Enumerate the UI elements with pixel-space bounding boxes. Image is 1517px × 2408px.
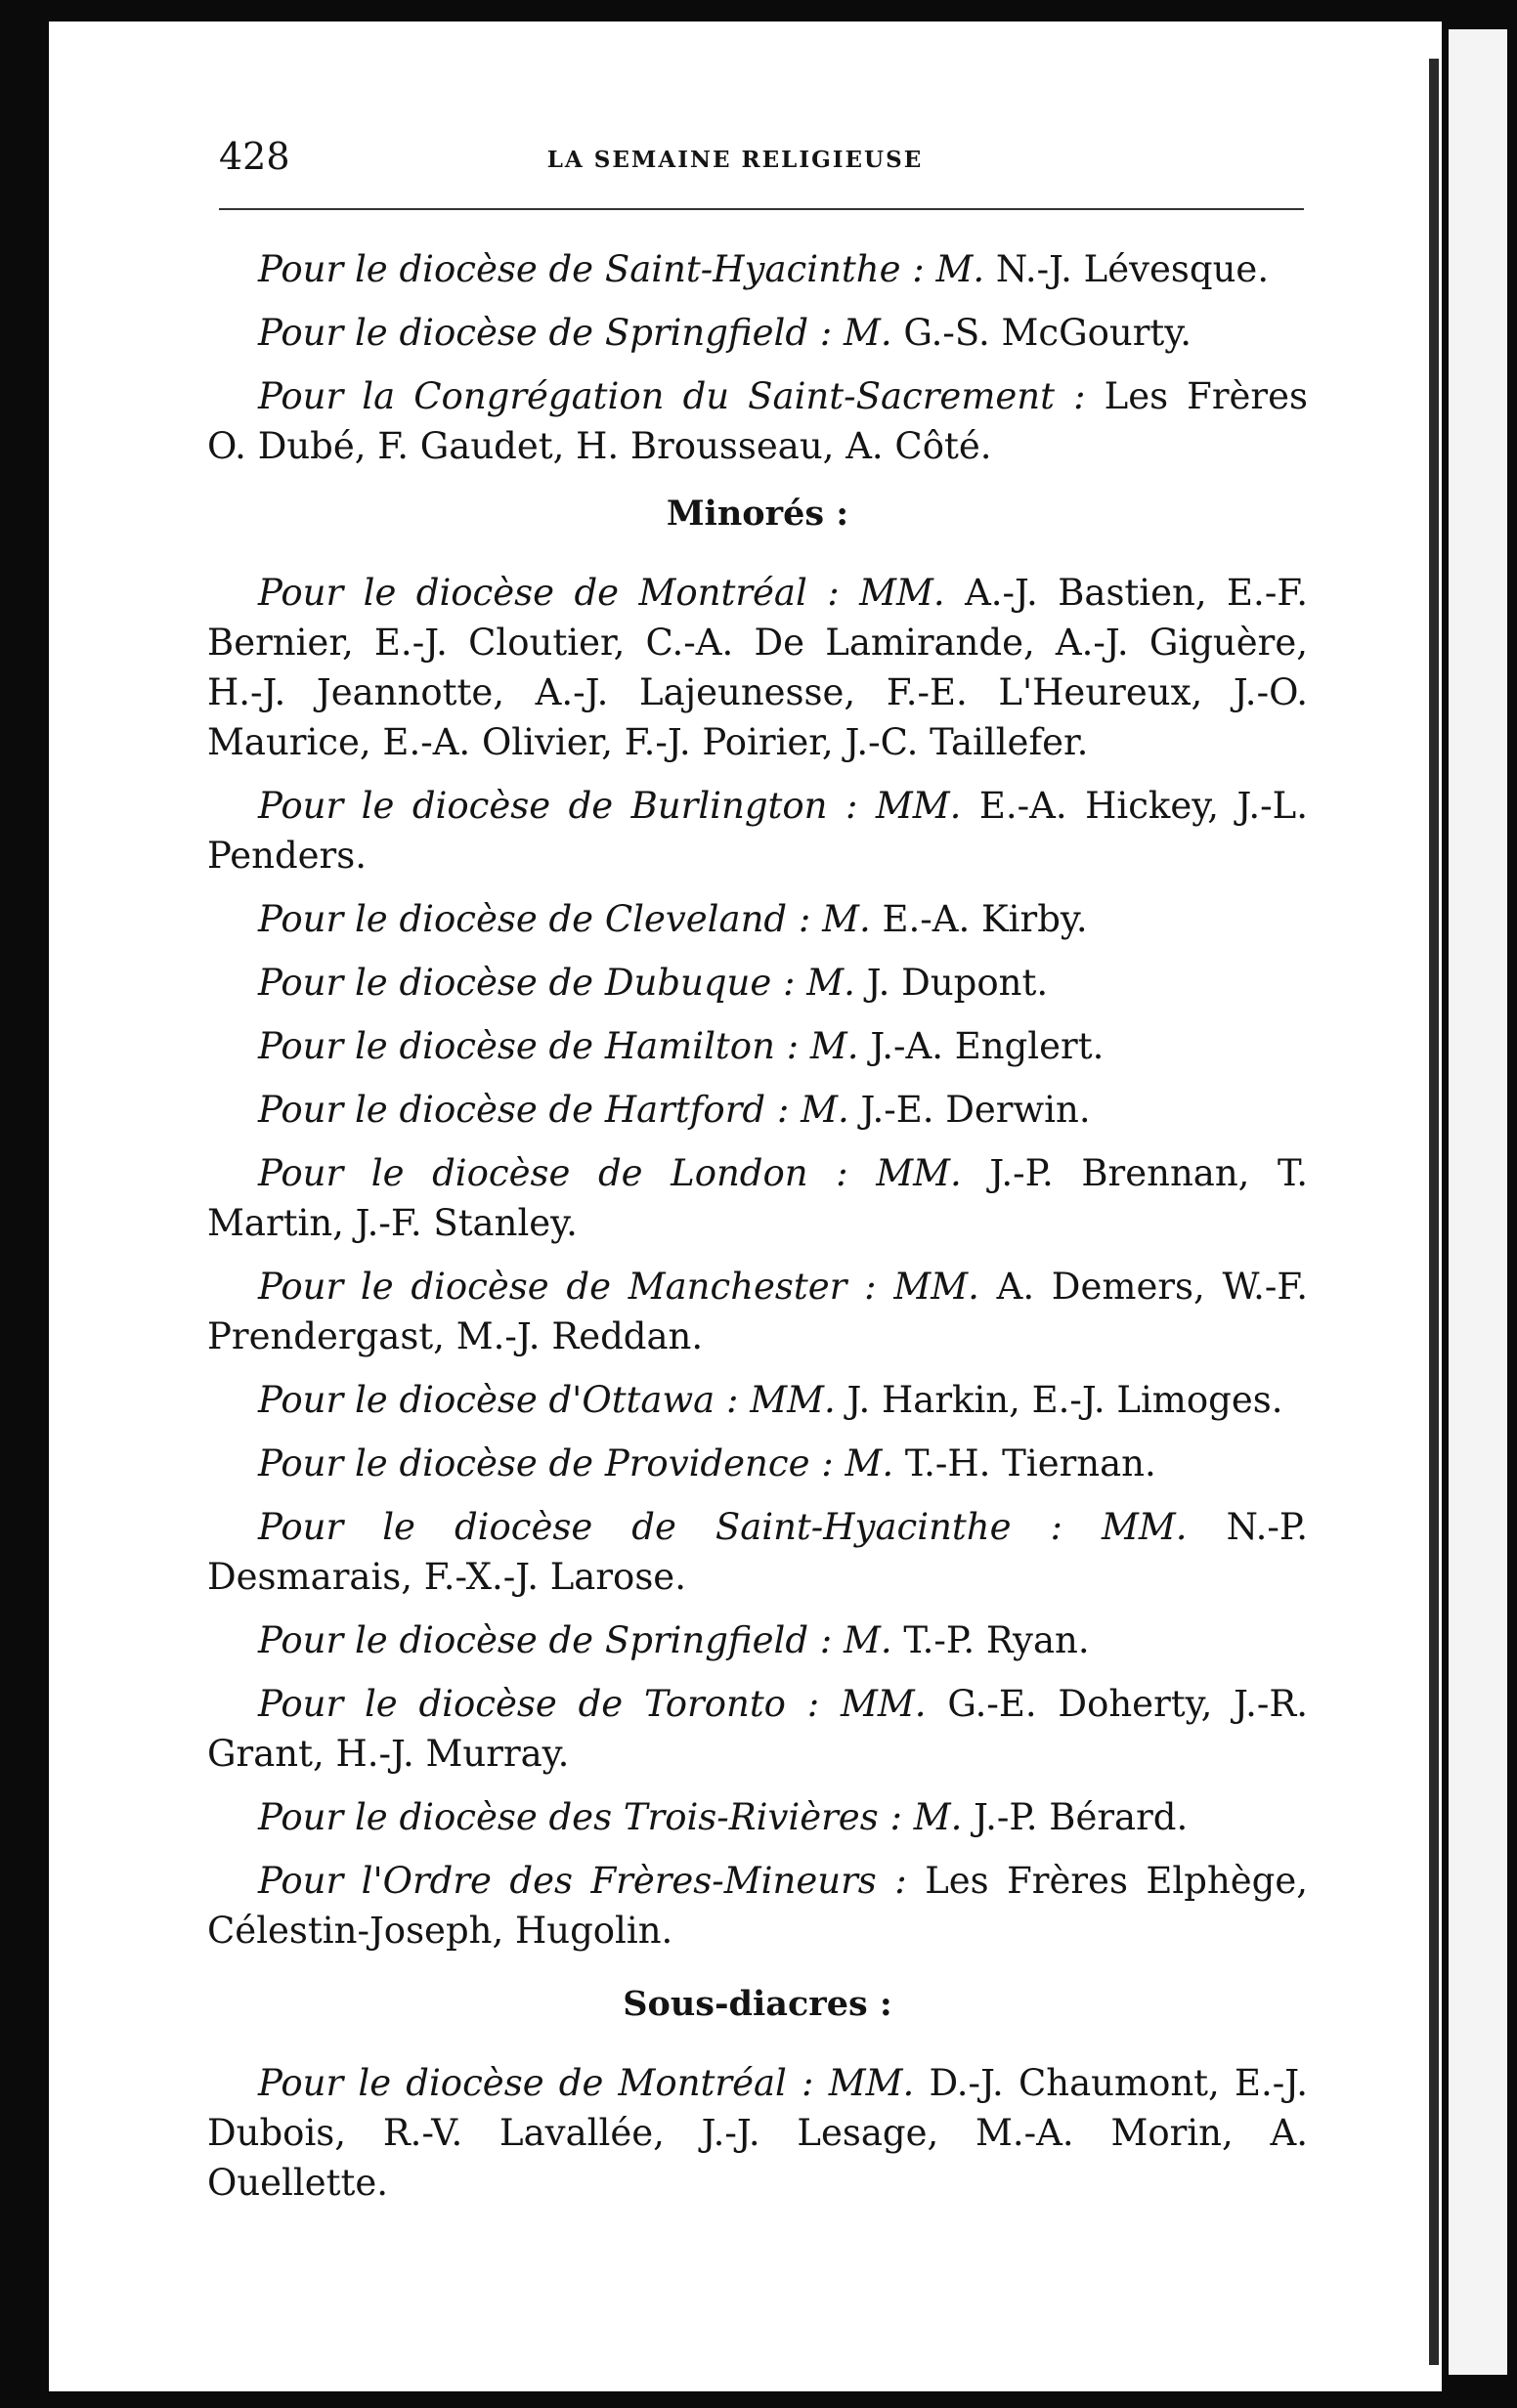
ordination-entry <box>207 781 1308 881</box>
diocese-label: Pour le diocèse de Toronto : <box>258 1683 820 1725</box>
ordinand-names: N.-J. Lévesque. <box>995 248 1270 290</box>
ordination-entry <box>207 244 1308 294</box>
ordination-entry <box>207 1856 1308 1956</box>
ordination-entry <box>207 1615 1308 1665</box>
honorific: M. <box>806 962 855 1004</box>
running-title: LA SEMAINE RELIGIEUSE <box>546 147 924 173</box>
ordination-entry <box>207 1148 1308 1248</box>
ordinand-names: E.-A. Kirby. <box>882 898 1088 940</box>
ordinand-names: J.-P. Bérard. <box>974 1796 1189 1838</box>
section-heading-minores: Minorés : <box>666 494 849 534</box>
diocese-label: Pour le diocèse de Springfield : <box>258 312 833 354</box>
diocese-label: Pour le diocèse de Saint-Hyacinthe : <box>258 248 925 290</box>
ordinand-names: T.-H. Tiernan. <box>904 1442 1156 1484</box>
diocese-label: Pour le diocèse de Montréal : <box>258 2062 814 2104</box>
honorific: M. <box>822 898 871 940</box>
diocese-label: Pour le diocèse de Manchester : <box>258 1266 877 1308</box>
ordinand-names: T.-P. Ryan. <box>903 1619 1090 1661</box>
page-number: 428 <box>219 135 290 178</box>
ordinand-names: J.-P. Brennan, T. Martin, J.-F. Stanley. <box>207 1152 1309 1244</box>
diocese-label: Pour le diocèse de Saint-Hyacinthe : <box>258 1506 1062 1548</box>
ordination-entry <box>207 1439 1308 1488</box>
header-rule <box>219 208 1304 210</box>
honorific: MM. <box>875 785 962 827</box>
ordination-entry <box>207 1085 1308 1135</box>
diocese-label: Pour le diocèse de Burlington : <box>258 785 858 827</box>
honorific: M. <box>844 312 892 354</box>
ordination-entry <box>207 1262 1308 1361</box>
honorific: M. <box>935 248 985 290</box>
ordinand-names: D.-J. Chaumont, E.-J. Dubois, R.-V. Lavallée, J.-J. Lesage, M.-A. Morin, A. Ouellette. <box>207 2062 1308 2204</box>
ordinations-section <box>207 244 1308 471</box>
honorific: MM. <box>859 572 945 614</box>
honorific: MM. <box>893 1266 979 1308</box>
ordinand-names: A. Demers, W.-F. Prendergast, M.-J. Reddan. <box>207 1266 1309 1357</box>
facing-page-edge <box>1449 29 1507 2375</box>
honorific: MM. <box>828 2062 915 2104</box>
ordinand-names: G.-S. McGourty. <box>903 312 1192 354</box>
diocese-label: Pour le diocèse des Trois-Rivières : <box>258 1796 902 1838</box>
honorific: MM. <box>876 1152 962 1194</box>
minores-section <box>207 568 1308 1956</box>
ordination-entry <box>207 1502 1308 1602</box>
sous-diacres-section <box>207 2058 1308 2208</box>
diocese-label: Pour le diocèse de Hartford : <box>258 1089 790 1131</box>
ordination-entry <box>207 371 1308 471</box>
page-header <box>168 133 1302 184</box>
ordinand-names: Les Frères Elphège, Célestin-Joseph, Hugolin. <box>207 1860 1309 1952</box>
honorific: M. <box>801 1089 849 1131</box>
ordination-entry <box>207 894 1308 944</box>
ordinand-names: A.-J. Bastien, E.-F. Bernier, E.-J. Cloutier, C.-A. De Lamirande, A.-J. Giguère, H.-J. Jeannotte, A.-J. Lajeunesse, F.-E. L'Heureux, J.-O. Maurice, E.-A. Olivier, F.-J. Poirier, J.-C. Taillefer. <box>207 572 1308 763</box>
ordinand-names: Les Frères O. Dubé, F. Gaudet, H. Brousseau, A. Côté. <box>207 375 1309 467</box>
ordinand-names: J. Harkin, E.-J. Limoges. <box>846 1379 1283 1421</box>
honorific: M. <box>845 1442 894 1484</box>
honorific: MM. <box>841 1683 927 1725</box>
diocese-label: Pour le diocèse de Cleveland : <box>258 898 811 940</box>
honorific: M. <box>844 1619 892 1661</box>
diocese-label: Pour le diocèse de London : <box>258 1152 848 1194</box>
diocese-label: Pour le diocèse de Hamilton : <box>258 1025 800 1067</box>
ordinand-names: J.-E. Derwin. <box>860 1089 1091 1131</box>
ordinand-names: E.-A. Hickey, J.-L. Penders. <box>207 785 1308 877</box>
diocese-label: Pour la Congrégation du Saint-Sacrement : <box>258 375 1086 417</box>
diocese-label: Pour l'Ordre des Frères-Mineurs : <box>258 1860 907 1902</box>
ordination-entry <box>207 1021 1308 1071</box>
honorific: MM. <box>750 1379 836 1421</box>
ordinand-names: J. Dupont. <box>866 962 1049 1004</box>
ordinand-names: N.-P. Desmarais, F.-X.-J. Larose. <box>207 1506 1308 1598</box>
diocese-label: Pour le diocèse de Springfield : <box>258 1619 833 1661</box>
ordination-entry <box>207 1679 1308 1779</box>
ordination-entry <box>207 1375 1308 1425</box>
ordination-entry <box>207 308 1308 358</box>
ordinand-names: G.-E. Doherty, J.-R. Grant, H.-J. Murray. <box>207 1683 1309 1775</box>
section-heading-sous-diacres: Sous-diacres : <box>623 1984 892 2024</box>
diocese-label: Pour le diocèse de Providence : <box>258 1442 834 1484</box>
ordination-list <box>207 244 1308 2221</box>
diocese-label: Pour le diocèse de Montréal : <box>258 572 840 614</box>
ordination-entry <box>207 568 1308 767</box>
ordination-entry <box>207 1792 1308 1842</box>
ordination-entry <box>207 2058 1308 2208</box>
ordination-entry <box>207 958 1308 1008</box>
diocese-label: Pour le diocèse de Dubuque : <box>258 962 796 1004</box>
honorific: M. <box>809 1025 859 1067</box>
ordinand-names: J.-A. Englert. <box>870 1025 1105 1067</box>
diocese-label: Pour le diocèse d'Ottawa : <box>258 1379 739 1421</box>
honorific: M. <box>913 1796 963 1838</box>
page-gutter <box>1429 59 1439 2365</box>
honorific: MM. <box>1102 1506 1188 1548</box>
